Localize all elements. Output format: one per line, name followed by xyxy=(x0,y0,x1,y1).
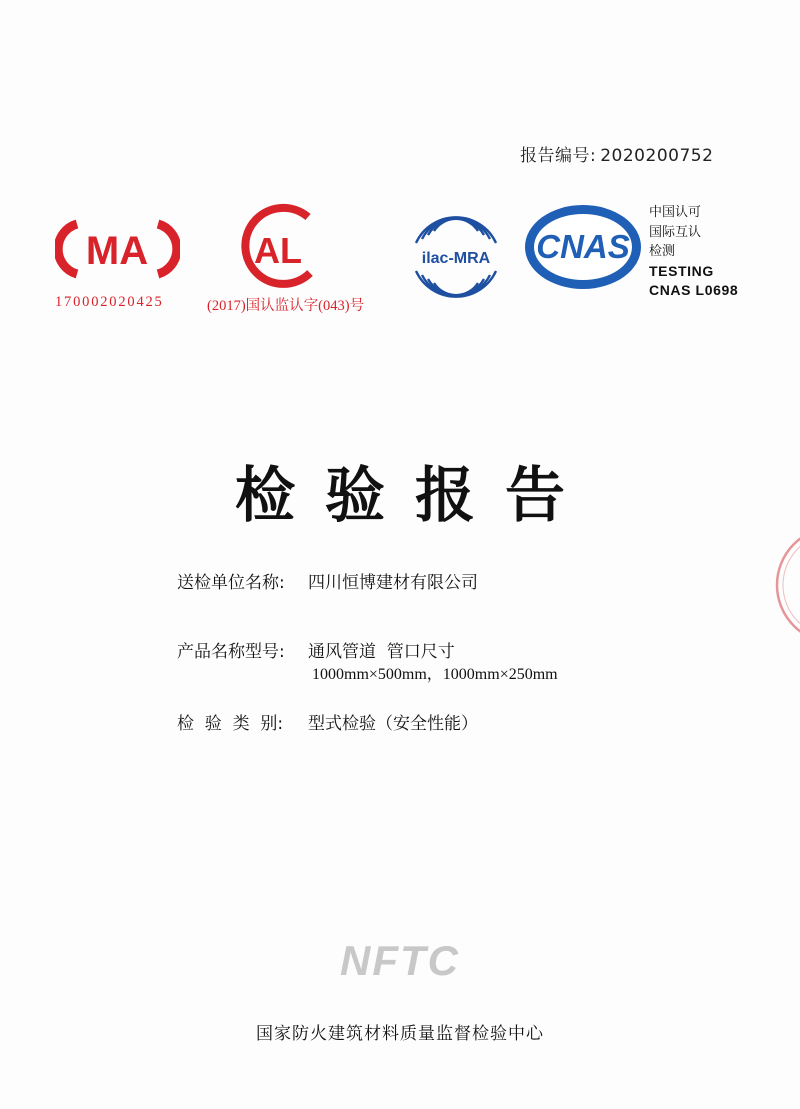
official-seal-stamp xyxy=(760,520,800,650)
client-field xyxy=(177,568,478,593)
nftc-logo xyxy=(320,935,480,985)
page-title: 检验报告 xyxy=(235,461,595,531)
ilac-mra-text: ilac-MRA xyxy=(421,250,491,267)
product-dimensions: 1000mm×500mm，1000mm×250mm xyxy=(312,666,558,683)
inspection-type-label: 检 验 类 别: xyxy=(177,714,284,734)
issuing-center-name: 国家防火建筑材料质量监督检验中心 xyxy=(256,1024,544,1044)
inspection-type-value: 型式检验（安全性能） xyxy=(308,714,478,734)
cnas-logo-text: CNAS xyxy=(536,228,630,265)
client-label: 送检单位名称: xyxy=(177,573,285,593)
cnas-caption-line-2: 国际互认 xyxy=(649,224,702,240)
report-number-label: 报告编号: xyxy=(520,146,597,166)
product-label: 产品名称型号: xyxy=(177,642,285,662)
report-number xyxy=(520,141,713,166)
cma-number: 170002020425 xyxy=(55,294,164,310)
cnas-caption-line-5: CNAS L0698 xyxy=(649,282,739,298)
product-value: 通风管道 管口尺寸 xyxy=(308,642,455,662)
cnas-caption-line-1: 中国认可 xyxy=(649,205,702,220)
cnas-logo xyxy=(522,202,644,292)
cnas-caption xyxy=(649,203,738,301)
inspection-type-field xyxy=(177,709,478,734)
nftc-logo-text: NFTC xyxy=(340,937,460,984)
cma-logo-text: MA xyxy=(85,229,149,273)
cnas-caption-line-3: 检测 xyxy=(649,244,676,259)
report-number-value: 2020200752 xyxy=(600,146,714,166)
cnas-caption-line-4: TESTING xyxy=(649,262,714,279)
cma-logo xyxy=(55,218,180,280)
client-value: 四川恒博建材有限公司 xyxy=(308,573,478,593)
cal-logo-text: AL xyxy=(254,230,302,271)
cal-number: (2017)国认监认字(043)号 xyxy=(207,298,365,314)
ilac-mra-logo xyxy=(402,203,510,311)
cal-logo xyxy=(230,203,330,289)
product-field xyxy=(177,637,455,662)
